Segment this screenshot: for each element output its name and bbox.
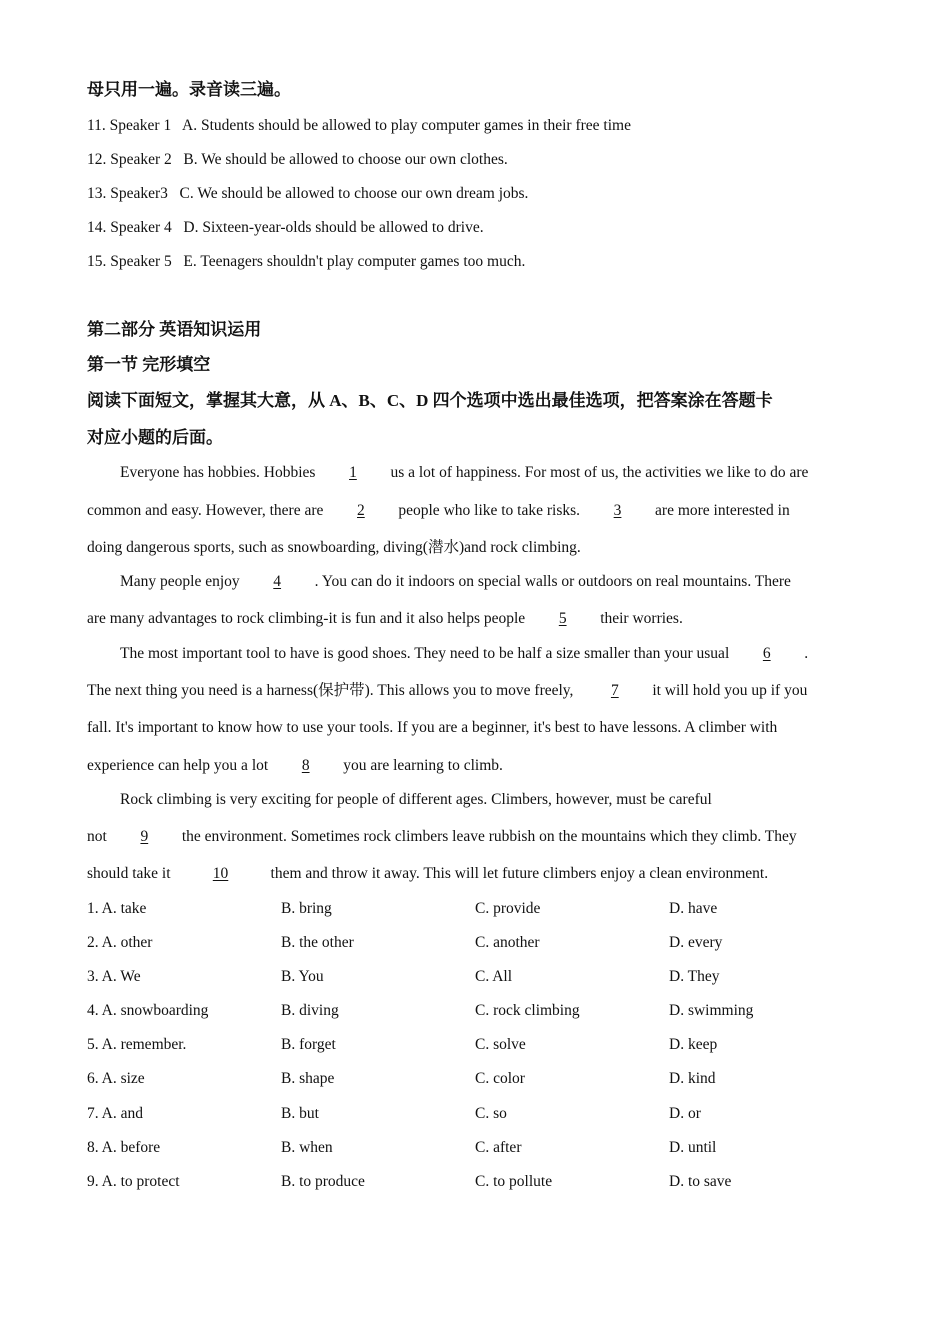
option-3-a: 3. A. We [87, 968, 141, 985]
option-4-b: B. diving [281, 1002, 339, 1019]
speaker-label: 11. Speaker 1 [87, 117, 172, 134]
option-3-c: C. All [475, 968, 513, 985]
statement: B. We should be allowed to choose our own clothes. [183, 151, 508, 168]
passage-line: experience can help you a lot 8 you are learning to climb. [87, 757, 503, 774]
matching-row [87, 252, 525, 272]
speaker-label: 14. Speaker 4 [87, 219, 172, 236]
blank-8: 8 [301, 757, 310, 774]
blank-2: 2 [357, 502, 365, 519]
option-5-d: D. keep [669, 1036, 718, 1053]
blank-7: 7 [610, 682, 619, 699]
option-2-c: C. another [475, 934, 540, 951]
passage-line: common and easy. However, there are 2 people who like to take risks. 3 are more interested in [87, 502, 790, 519]
passage-line: The next thing you need is a harness(保护带). This allows you to move freely, 7 it will hold you up if you [87, 682, 808, 699]
matching-row [87, 184, 528, 204]
option-3-b: B. You [281, 968, 324, 985]
option-2-a: 2. A. other [87, 934, 153, 951]
option-2-d: D. every [669, 934, 723, 951]
option-8-b: B. when [281, 1139, 333, 1156]
option-1-a: 1. A. take [87, 900, 147, 917]
blank-5: 5 [558, 610, 567, 627]
matching-row [87, 150, 508, 170]
blank-4: 4 [273, 573, 282, 590]
passage-line: Rock climbing is very exciting for people of different ages. Climbers, however, must be careful [120, 791, 712, 808]
passage-line: are many advantages to rock climbing-it is fun and it also helps people 5 their worries. [87, 610, 683, 627]
option-8-c: C. after [475, 1139, 522, 1156]
option-6-d: D. kind [669, 1070, 716, 1087]
option-4-c: C. rock climbing [475, 1002, 580, 1019]
matching-row [87, 218, 484, 238]
option-7-d: D. or [669, 1105, 701, 1122]
blank-10: 10 [212, 865, 229, 882]
section-title: 第一节 完形填空 [87, 355, 211, 374]
passage-line: The most important tool to have is good shoes. They need to be half a size smaller than your usual 6 . [120, 645, 809, 662]
option-6-a: 6. A. size [87, 1070, 145, 1087]
option-6-b: B. shape [281, 1070, 335, 1087]
option-3-d: D. They [669, 968, 720, 985]
option-7-a: 7. A. and [87, 1105, 143, 1122]
option-9-d: D. to save [669, 1173, 732, 1190]
option-8-d: D. until [669, 1139, 717, 1156]
passage-line: not 9 the environment. Sometimes rock climbers leave rubbish on the mountains which they climb. They [87, 828, 797, 845]
passage-line: should take it 10 them and throw it away. This will let future climbers enjoy a clean environment. [87, 865, 769, 882]
blank-3: 3 [613, 502, 622, 519]
part-title: 第二部分 英语知识运用 [87, 320, 262, 339]
speaker-label: 15. Speaker 5 [87, 253, 172, 270]
passage-line: doing dangerous sports, such as snowboarding, diving(潜水)and rock climbing. [87, 539, 581, 556]
option-9-b: B. to produce [281, 1173, 365, 1190]
instruction: 对应小题的后面。 [87, 428, 223, 447]
option-6-c: C. color [475, 1070, 525, 1087]
statement: C. We should be allowed to choose our own dream jobs. [179, 185, 529, 202]
option-7-b: B. but [281, 1105, 319, 1122]
option-5-c: C. solve [475, 1036, 526, 1053]
statement: A. Students should be allowed to play computer games in their free time [182, 117, 631, 134]
passage-line: Everyone has hobbies. Hobbies 1 us a lot of happiness. For most of us, the activities we like to do are [120, 464, 809, 481]
option-1-d: D. have [669, 900, 718, 917]
statement: D. Sixteen-year-olds should be allowed to drive. [183, 219, 484, 236]
option-4-a: 4. A. snowboarding [87, 1002, 209, 1019]
speaker-label: 12. Speaker 2 [87, 151, 172, 168]
statement: E. Teenagers shouldn't play computer games too much. [183, 253, 526, 270]
option-9-c: C. to pollute [475, 1173, 553, 1190]
option-8-a: 8. A. before [87, 1139, 161, 1156]
option-5-b: B. forget [281, 1036, 336, 1053]
blank-6: 6 [762, 645, 771, 662]
option-7-c: C. so [475, 1105, 507, 1122]
instruction-tail: 母只用一遍。录音读三遍。 [87, 80, 291, 99]
option-4-d: D. swimming [669, 1002, 754, 1019]
blank-1: 1 [349, 464, 357, 481]
option-9-a: 9. A. to protect [87, 1173, 180, 1190]
option-1-c: C. provide [475, 900, 541, 917]
passage-line: Many people enjoy 4 . You can do it indoors on special walls or outdoors on real mountains. There [120, 573, 791, 590]
option-1-b: B. bring [281, 900, 332, 917]
instruction: 阅读下面短文，掌握其大意，从 A、B、C、D 四个选项中选出最佳选项，把答案涂在答题卡 [87, 391, 773, 410]
blank-9: 9 [140, 828, 149, 845]
speaker-label: 13. Speaker3 [87, 185, 168, 202]
option-2-b: B. the other [281, 934, 354, 951]
option-5-a: 5. A. remember. [87, 1036, 187, 1053]
matching-row [87, 116, 631, 136]
passage-line: fall. It's important to know how to use your tools. If you are a beginner, it's best to have lessons. A climber with [87, 719, 778, 736]
